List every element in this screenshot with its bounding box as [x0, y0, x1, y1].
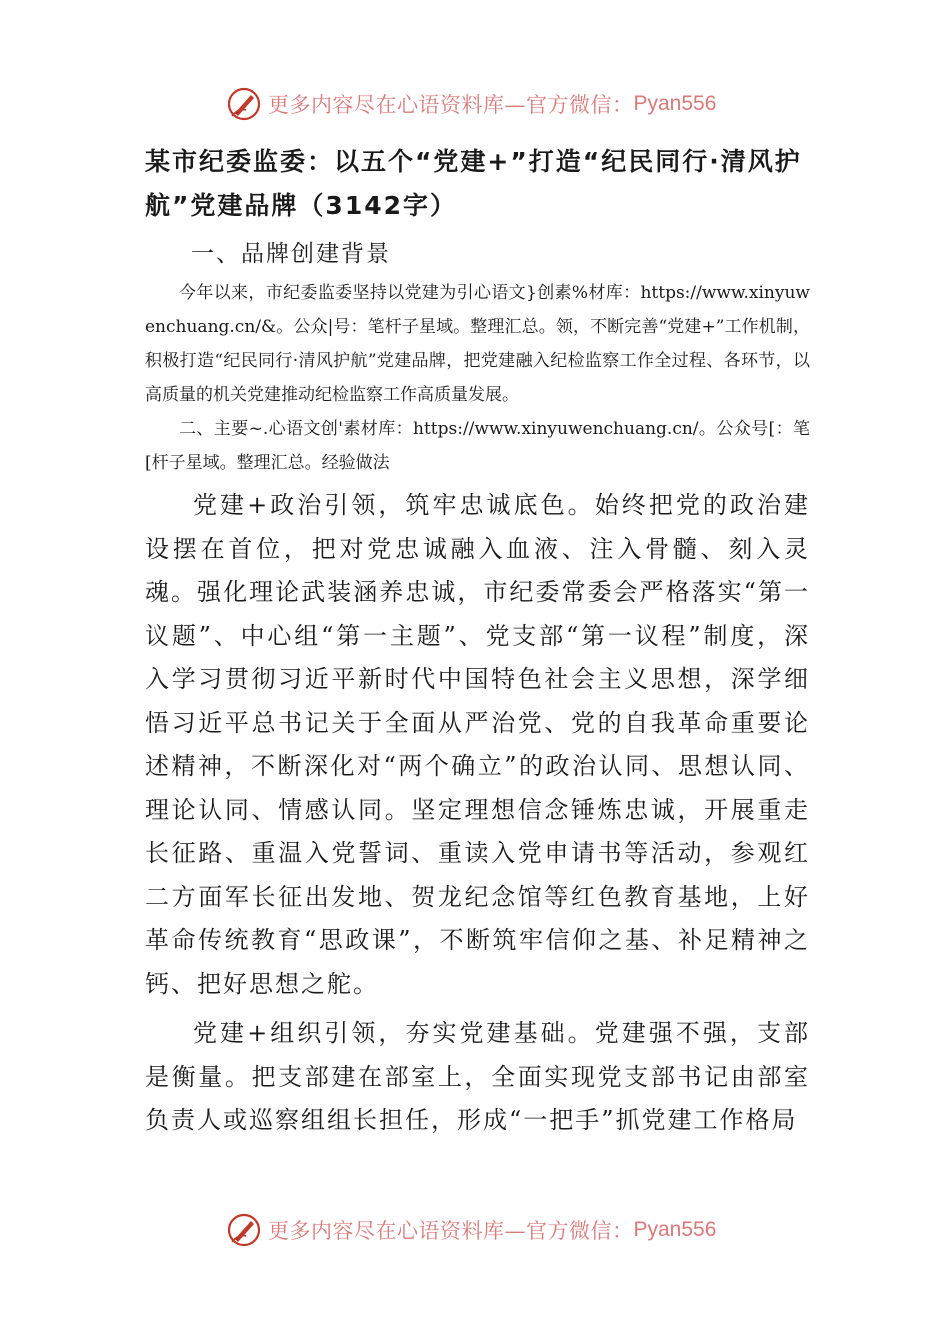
document-title: 某市纪委监委：以五个“党建+”打造“纪民同行·清风护航”党建品牌（3142字）	[145, 147, 802, 220]
footer-watermark-banner	[226, 1210, 746, 1250]
paragraph-main-experience: 二、主要~.心语文创'素材库：https://www.xinyuwenchuang.cn/。公众号[：笔[杆子星域。整理汇总。经验做法	[145, 419, 810, 473]
pen-logo-icon	[226, 1212, 262, 1248]
banner-wechat-id: Pyan556	[633, 1218, 717, 1241]
section-heading: 一、品牌创建背景	[191, 241, 391, 267]
document-body	[145, 140, 810, 1143]
pen-logo-icon	[226, 86, 262, 122]
banner-text: 更多内容尽在心语资料库—官方微信：	[268, 93, 634, 117]
paragraph-background: 今年以来，市纪委监委坚持以党建为引心语文}创素%材库：https://www.xinyuwenchuang.cn/&。公众|号：笔杆子星域。整理汇总。领，不断完善“党建+”工作机制，积极打造“纪民同行·清风护航”党建品牌，把党建融入纪检监察工作全过程、各环节，以高质量的机关党建推动纪检监察工作高质量发展。	[145, 283, 810, 405]
banner-text: 更多内容尽在心语资料库—官方微信：	[268, 1219, 634, 1243]
header-watermark-banner	[226, 84, 746, 124]
paragraph-political-leadership: 党建+政治引领，筑牢忠诚底色。始终把党的政治建设摆在首位，把对党忠诚融入血液、注入骨髓、刻入灵魂。强化理论武装涵养忠诚，市纪委常委会严格落实“第一议题”、中心组“第一主题”、党支部“第一议程”制度，深入学习贯彻习近平新时代中国特色社会主义思想，深学细悟习近平总书记关于全面从严治党、党的自我革命重要论述精神，不断深化对“两个确立”的政治认同、思想认同、理论认同、情感认同。坚定理想信念锤炼忠诚，开展重走长征路、重温入党誓词、重读入党申请书等活动，参观红二方面军长征出发地、贺龙纪念馆等红色教育基地，上好革命传统教育“思政课”，不断筑牢信仰之基、补足精神之钙、把好思想之舵。	[145, 491, 810, 998]
banner-wechat-id: Pyan556	[633, 92, 717, 115]
paragraph-organizational-leadership: 党建+组织引领，夯实党建基础。党建强不强，支部是衡量。把支部建在部室上，全面实现党支部书记由部室负责人或巡察组组长担任，形成“一把手”抓党建工作格局	[145, 1019, 810, 1134]
